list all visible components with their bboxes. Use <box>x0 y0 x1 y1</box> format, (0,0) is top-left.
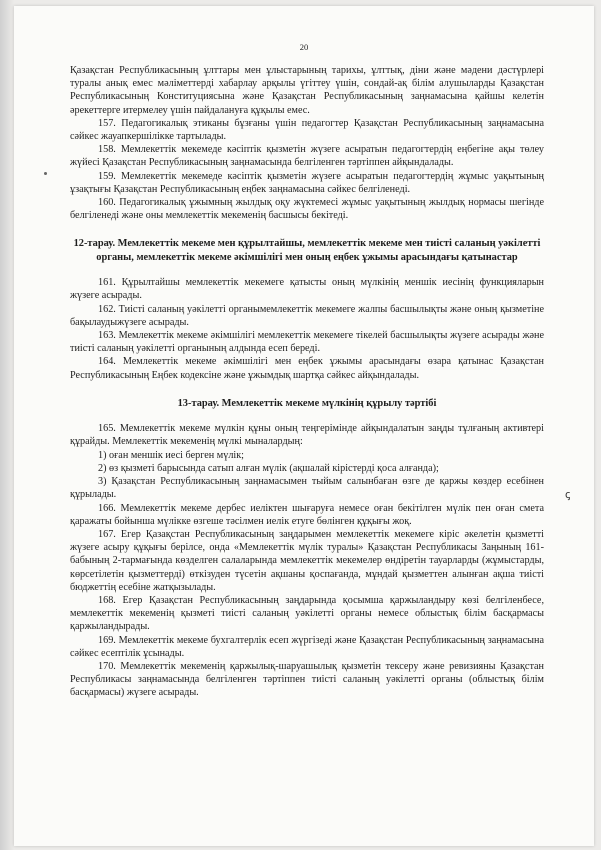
paragraph: 166. Мемлекеттік мекеме дербес иеліктен шығаруға немесе оған бекітілген мүлік пен оған смета қаражаты бойынша мүлікке өзгеше тәсілмен иелік етуге бөлінген құқығы жоқ. <box>70 502 544 527</box>
paragraph: 160. Педагогикалық ұжымның жылдық оқу жүктемесі жұмыс уақытының жылдық нормасы шегінде белгіленеді және оны мемлекеттік мекеменің басшысы бекітеді. <box>70 197 544 222</box>
list-item: 1) оған меншік иесі берген мүлік; <box>98 449 245 461</box>
paragraph: 168. Егер Қазақстан Республикасының заңдарында қосымша қаржыландыру көзі белгіленбесе, мемлекеттік мекеменің қызметі тиісті саланың уәкілетті органы немесе облыстық білім басқармасы қаржыландырады. <box>70 594 544 633</box>
paragraph: 163. Мемлекеттік мекеме әкімшілігі мемлекеттік мекемеге тікелей басшылықты жүзеге асырады және тиісті саланың уәкілетті органының алдында есеп береді. <box>70 330 544 355</box>
paragraph: 3) Қазақстан Республикасының заңнамасымен тыйым салынбаған өзге де қаржы көздер есебінен құрылады. <box>70 476 544 501</box>
document-page <box>14 6 594 846</box>
scan-edge-shadow <box>0 0 14 850</box>
paragraph: 158. Мемлекеттік мекемеде кәсіптік қызметін жүзеге асыратын педагогтердің еңбегіне ақы төлеу жүйесі Қазақстан Республикасының заңнамасында белгіленген тәртіппен айқындалады. <box>70 144 544 169</box>
paragraph: 157. Педагогикалық этиканы бұзғаны үшін педагогтер Қазақстан Республикасының заңнамасына сәйкес жауапкершілікке тартылады. <box>70 117 544 143</box>
paragraph: 162. Тиісті саланың уәкілетті органымемлекеттік мекемеге жалпы басшылықты және оның қызметіне бақылаудыжүзеге асырады. <box>70 303 544 328</box>
page-number: 20 <box>299 42 309 52</box>
paragraph: 165. Мемлекеттік мекеме мүлкін құны оның теңгерімінде айқындалатын заңды тұлғаның активтері құрайды. Мемлекеттік мекеменің мүлкі мыналардың: <box>70 423 544 448</box>
paragraph: 159. Мемлекеттік мекемеде кәсіптік қызметін жүзеге асыратын педагогтердің жұмыс уақытының ұзақтығы Қазақстан Республикасының еңбек заңнамасына сәйкес белгіленеді. <box>70 170 544 195</box>
paragraph: Қазақстан Республикасының ұлттары мен ұлыстарының тарихы, ұлттық, діни және мәдени дәстүрлері туралы анық емес мәліметтерді хабарлау арқылы үгіттеу үшін, сондай-ақ білім алушыларды Қазақстан Республикасының Конституциясына және Қазақстан Республикасының заңнамасына қайшы келетін әрекеттерге итермелеу үшін пайдалануға құқылы емес. <box>70 65 544 116</box>
paragraph: 161. Құрылтайшы мемлекеттік мекемеге қатысты оның мүлкінің меншік иесінің функцияларын жүзеге асырады. <box>70 277 544 302</box>
document-body <box>70 64 544 700</box>
paragraph: 164. Мемлекеттік мекеме әкімшілігі мен еңбек ұжымы арасындағы өзара қатынас Қазақстан Республикасының Еңбек кодексіне және ұжымдық шартқа сәйкес айқындалады. <box>70 356 544 381</box>
margin-mark: ꞔ <box>565 489 571 501</box>
paragraph: 169. Мемлекеттік мекеме бухгалтерлік есеп жүргізеді және Қазақстан Республикасының заңнамасына сәйкес есептілік ұсынады. <box>70 634 544 659</box>
scan-speck <box>44 172 47 175</box>
paragraph: 167. Егер Қазақстан Республикасының заңдарымен мемлекеттік мекемеге кіріс әкелетін қызметті жүзеге асыру құқығы берілсе, онда «Мемлекеттік мүлік туралы» Қазақстан Республикасы Заңының 161-бабының 2-тармағында көзделген салаларында мемлекеттік мекемелер өндіретін тауарларды (жұмыстарды, көрсетілетін қызметтерді) өткізуден түсетін ақшаны қоспағанда, мұндай қызметтен алынған ақша тиісті бюджеттің есебіне жатқызылады. <box>70 528 544 593</box>
section-heading: 12-тарау. Мемлекеттік мекеме мен құрылтайшы, мемлекеттік мекеме мен тиісті саланың уәкілетті органы, мемлекеттік мекеме әкімшілігі мен оның еңбек ұжымы арасындағы қатынастар <box>73 238 541 263</box>
paragraph: 170. Мемлекеттік мекеменің қаржылық-шаруашылық қызметін тексеру және ревизияны Қазақстан Республикасы заңнамасында белгіленген тәртіппен тиісті саланың уәкілетті органы (облыстық білім басқармасы) жүзеге асырады. <box>70 660 544 699</box>
list-item: 2) өз қызметі барысында сатып алған мүлік (ақшалай кірістерді қоса алғанда); <box>98 462 439 474</box>
section-heading: 13-тарау. Мемлекеттік мекеме мүлкінің құрылу тәртібі <box>177 397 437 409</box>
